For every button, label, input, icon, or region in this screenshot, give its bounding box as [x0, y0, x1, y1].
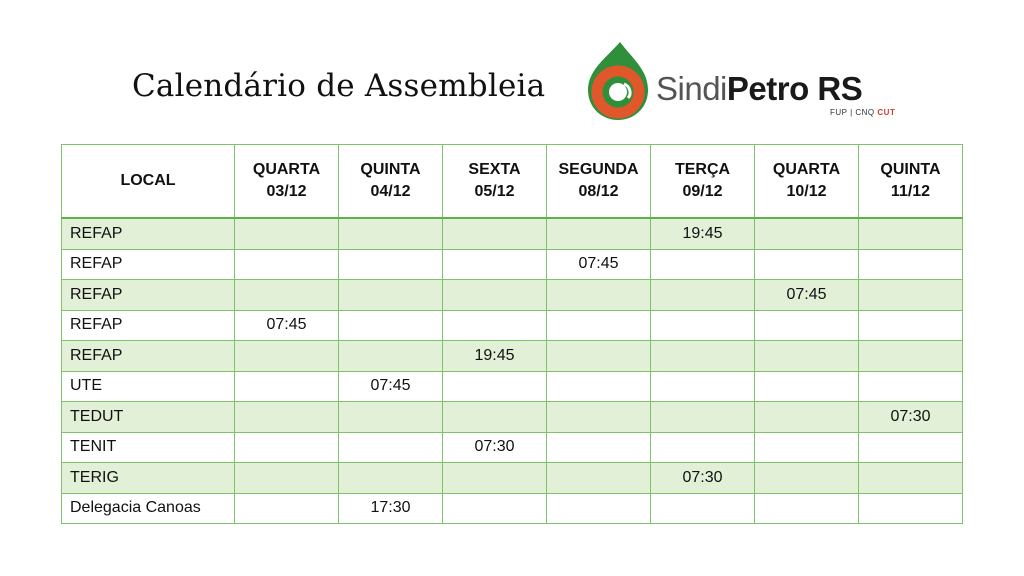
header-day-name: TERÇA — [674, 161, 731, 178]
column-header-day — [547, 145, 651, 219]
time-cell — [859, 371, 963, 402]
logo-text-light: Sindi — [656, 70, 727, 107]
time-cell — [339, 432, 443, 463]
header-date: 03/12 — [266, 183, 307, 200]
time-cell — [547, 310, 651, 341]
column-header-day — [651, 145, 755, 219]
time-cell: 19:45 — [651, 218, 755, 249]
location-cell: REFAP — [62, 310, 235, 341]
time-cell — [547, 463, 651, 494]
time-cell — [235, 432, 339, 463]
time-cell — [443, 249, 547, 280]
page-title: Calendário de Assembleia — [132, 68, 546, 104]
table-row — [62, 341, 963, 372]
time-cell — [339, 402, 443, 433]
time-cell — [443, 402, 547, 433]
time-cell: 07:45 — [755, 280, 859, 311]
header-day-name: QUARTA — [252, 161, 321, 178]
table-row — [62, 310, 963, 341]
time-cell — [339, 310, 443, 341]
location-cell: REFAP — [62, 218, 235, 249]
header-day-name: SEGUNDA — [558, 161, 639, 178]
time-cell — [235, 280, 339, 311]
header-day-name: QUINTA — [360, 161, 421, 178]
time-cell — [755, 341, 859, 372]
time-cell — [443, 218, 547, 249]
header-day-name: QUINTA — [880, 161, 941, 178]
time-cell — [755, 493, 859, 524]
time-cell — [755, 463, 859, 494]
time-cell — [547, 402, 651, 433]
schedule-table — [61, 144, 963, 524]
time-cell — [859, 249, 963, 280]
header-day-name: LOCAL — [120, 172, 176, 189]
time-cell — [859, 310, 963, 341]
time-cell — [755, 432, 859, 463]
header-day-name: SEXTA — [468, 161, 521, 178]
time-cell — [443, 310, 547, 341]
time-cell — [859, 341, 963, 372]
time-cell — [651, 371, 755, 402]
time-cell — [547, 218, 651, 249]
time-cell: 07:45 — [339, 371, 443, 402]
column-header-day — [339, 145, 443, 219]
time-cell — [755, 402, 859, 433]
time-cell: 07:30 — [443, 432, 547, 463]
time-cell — [339, 280, 443, 311]
logo-sub-right: CUT — [877, 108, 896, 117]
time-cell — [547, 432, 651, 463]
header-date: 05/12 — [474, 183, 515, 200]
time-cell — [443, 463, 547, 494]
header-date: 09/12 — [682, 183, 723, 200]
time-cell — [859, 280, 963, 311]
location-cell: REFAP — [62, 249, 235, 280]
table-row — [62, 402, 963, 433]
time-cell — [755, 310, 859, 341]
time-cell: 17:30 — [339, 493, 443, 524]
time-cell — [339, 249, 443, 280]
time-cell — [651, 341, 755, 372]
time-cell — [755, 218, 859, 249]
table-row — [62, 493, 963, 524]
logo-text-bold: Petro RS — [726, 70, 863, 107]
location-cell: REFAP — [62, 341, 235, 372]
time-cell: 07:30 — [651, 463, 755, 494]
time-cell — [755, 249, 859, 280]
location-cell: TERIG — [62, 463, 235, 494]
column-header-day — [755, 145, 859, 219]
header-date: 04/12 — [370, 183, 411, 200]
time-cell — [547, 371, 651, 402]
time-cell — [235, 341, 339, 372]
time-cell — [443, 371, 547, 402]
time-cell — [443, 280, 547, 311]
column-header-local — [62, 145, 235, 219]
header-date: 08/12 — [578, 183, 619, 200]
time-cell — [859, 218, 963, 249]
location-cell: Delegacia Canoas — [62, 493, 235, 524]
table-row — [62, 463, 963, 494]
time-cell — [339, 341, 443, 372]
table-row — [62, 371, 963, 402]
column-header-day — [859, 145, 963, 219]
logo-subtitle — [830, 108, 895, 117]
time-cell — [755, 371, 859, 402]
table-row — [62, 432, 963, 463]
time-cell — [235, 463, 339, 494]
location-cell: REFAP — [62, 280, 235, 311]
time-cell — [339, 218, 443, 249]
header-day-name: QUARTA — [772, 161, 841, 178]
time-cell — [859, 432, 963, 463]
time-cell — [443, 493, 547, 524]
time-cell — [547, 280, 651, 311]
location-cell: UTE — [62, 371, 235, 402]
time-cell — [547, 341, 651, 372]
time-cell: 07:30 — [859, 402, 963, 433]
column-header-day — [235, 145, 339, 219]
time-cell — [859, 463, 963, 494]
logo-text — [656, 70, 862, 108]
time-cell: 07:45 — [547, 249, 651, 280]
time-cell — [651, 249, 755, 280]
time-cell — [651, 280, 755, 311]
time-cell — [339, 463, 443, 494]
time-cell — [651, 402, 755, 433]
time-cell — [235, 402, 339, 433]
time-cell: 07:45 — [235, 310, 339, 341]
logo-sub-left: FUP | CNQ — [830, 108, 875, 117]
time-cell: 19:45 — [443, 341, 547, 372]
time-cell — [651, 493, 755, 524]
time-cell — [547, 493, 651, 524]
time-cell — [235, 249, 339, 280]
header-row — [62, 145, 963, 219]
location-cell: TEDUT — [62, 402, 235, 433]
time-cell — [651, 432, 755, 463]
time-cell — [235, 493, 339, 524]
time-cell — [859, 493, 963, 524]
time-cell — [651, 310, 755, 341]
table-row — [62, 218, 963, 249]
table-row — [62, 280, 963, 311]
table-row — [62, 249, 963, 280]
header-date: 11/12 — [890, 183, 931, 200]
column-header-day — [443, 145, 547, 219]
time-cell — [235, 371, 339, 402]
table-body — [62, 218, 963, 524]
header-date: 10/12 — [786, 183, 827, 200]
location-cell: TENIT — [62, 432, 235, 463]
time-cell — [235, 218, 339, 249]
